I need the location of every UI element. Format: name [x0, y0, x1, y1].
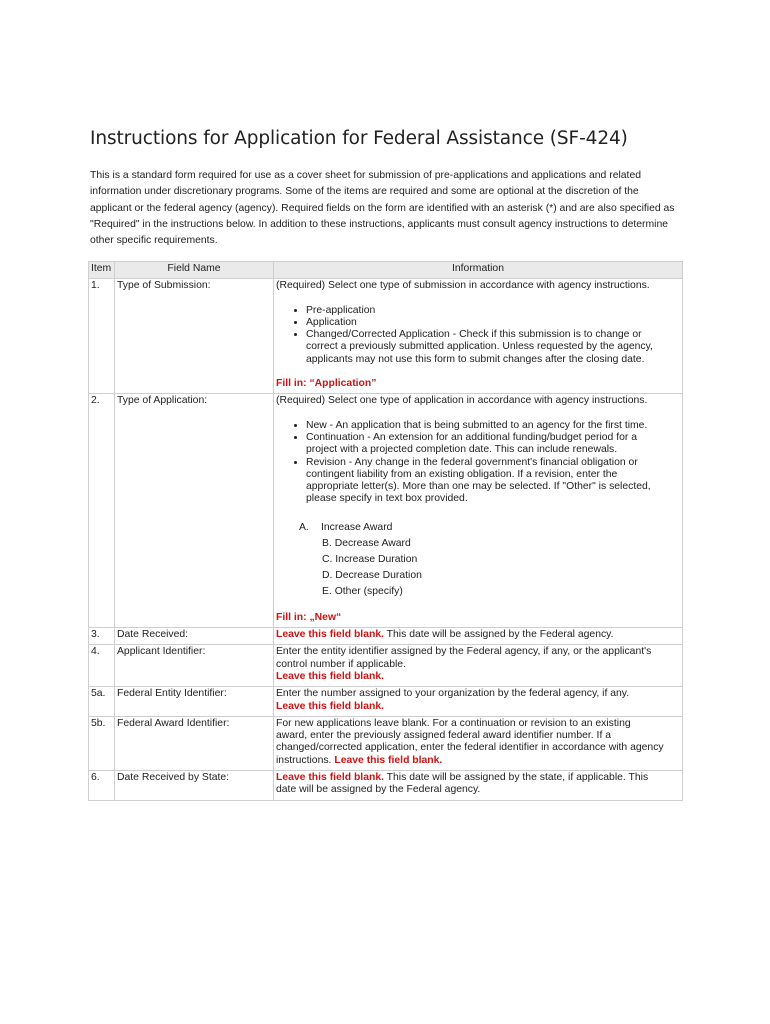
row-field-name: Type of Application: [115, 394, 274, 628]
option-item: D. Decrease Duration [322, 569, 422, 581]
header-item: Item [89, 262, 115, 279]
info-text: Enter the entity identifier assigned by the Federal agency, if any, or the applicant's control number if applicable. [276, 646, 652, 670]
option-label: Increase Award [321, 521, 393, 533]
option-letter: A. [299, 521, 309, 533]
table-row [89, 394, 683, 628]
row-item: 1. [89, 279, 115, 394]
header-information: Information [274, 262, 683, 279]
option-item: C. Increase Duration [322, 553, 418, 565]
row-item: 5b. [89, 716, 115, 770]
leave-blank-note: Leave this field blank. [334, 754, 443, 766]
row-information [274, 771, 683, 801]
row-information [274, 628, 683, 645]
row-field-name: Type of Submission: [115, 279, 274, 394]
fill-in-note: Fill in: „New“ [276, 611, 342, 623]
row-information [274, 394, 683, 628]
option-item [299, 520, 664, 536]
row-field-name: Date Received: [115, 628, 274, 645]
header-field-name: Field Name [115, 262, 274, 279]
fill-in-note: Fill in: “Application” [276, 378, 377, 390]
list-item: • Revision - Any change in the federal government's financial obligation or contingent liability from an existing obligation. If a revision, enter the appropriate letter(s). More than one may be selected. If "Other" is selected, please specify in text box provided. [306, 457, 664, 506]
table-row [89, 645, 683, 687]
row-information [274, 716, 683, 770]
info-text: (Required) Select one type of application in accordance with agency instructions. [276, 395, 648, 407]
table-row [89, 628, 683, 645]
row-field-name: Federal Entity Identifier: [115, 687, 274, 717]
info-text: This date will be assigned by the state, if applicable. This date will be assigned by the Federal agency. [276, 772, 649, 796]
list-item: • Pre-application [306, 305, 664, 317]
info-text: For new applications leave blank. For a continuation or revision to an existing award, enter the previously assigned federal award identifier number. If a changed/corrected application, enter the federal identifier in accordance with agency instructions. [276, 717, 664, 766]
leave-blank-note: Leave this field blank. [276, 772, 384, 784]
instructions-table [88, 261, 683, 801]
list-item: • Application [306, 317, 664, 329]
revision-options-list [276, 520, 664, 600]
table-header-row [89, 262, 683, 279]
row-item: 4. [89, 645, 115, 687]
row-item: 5a. [89, 687, 115, 717]
info-text: Enter the number assigned to your organization by the federal agency, if any. [276, 688, 630, 700]
table-row [89, 279, 683, 394]
info-text: (Required) Select one type of submission in accordance with agency instructions. [276, 280, 650, 292]
row-field-name: Applicant Identifier: [115, 645, 274, 687]
option-item: E. Other (specify) [322, 585, 403, 597]
page-title: Instructions for Application for Federal Assistance (SF-424) [90, 128, 628, 149]
application-type-list [276, 420, 664, 506]
row-item: 2. [89, 394, 115, 628]
list-item: • Changed/Corrected Application - Check if this submission is to change or correct a previously submitted application. Unless requested by the agency, applicants may not use this form to submit changes after the closing date. [306, 329, 664, 366]
row-item: 6. [89, 771, 115, 801]
row-field-name: Date Received by State: [115, 771, 274, 801]
leave-blank-note: Leave this field blank. [276, 670, 384, 682]
list-item: • Continuation - An extension for an additional funding/budget period for a project with a projected completion date. This can include renewals. [306, 432, 664, 457]
option-item: B. Decrease Award [322, 537, 411, 549]
leave-blank-note: Leave this field blank. [276, 700, 384, 712]
table-row [89, 771, 683, 801]
leave-blank-note: Leave this field blank. [276, 629, 384, 641]
row-information [274, 687, 683, 717]
info-text: This date will be assigned by the Federal agency. [383, 629, 614, 641]
row-information [274, 645, 683, 687]
row-field-name: Federal Award Identifier: [115, 716, 274, 770]
row-information [274, 279, 683, 394]
table-row [89, 716, 683, 770]
row-item: 3. [89, 628, 115, 645]
submission-type-list [276, 305, 664, 366]
table-row [89, 687, 683, 717]
list-item: • New - An application that is being submitted to an agency for the first time. [306, 420, 664, 432]
intro-paragraph: This is a standard form required for use as a cover sheet for submission of pre-applications and applications and related information under discretionary programs. Some of the items are required and some are optional at the discretion of the applicant or the federal agency (agency). Required fields on the form are identified with an asterisk (*) and are also specified as "Required" in the instructions below. In addition to these instructions, applicants must consult agency instructions to determine other specific requirements. [90, 170, 675, 247]
